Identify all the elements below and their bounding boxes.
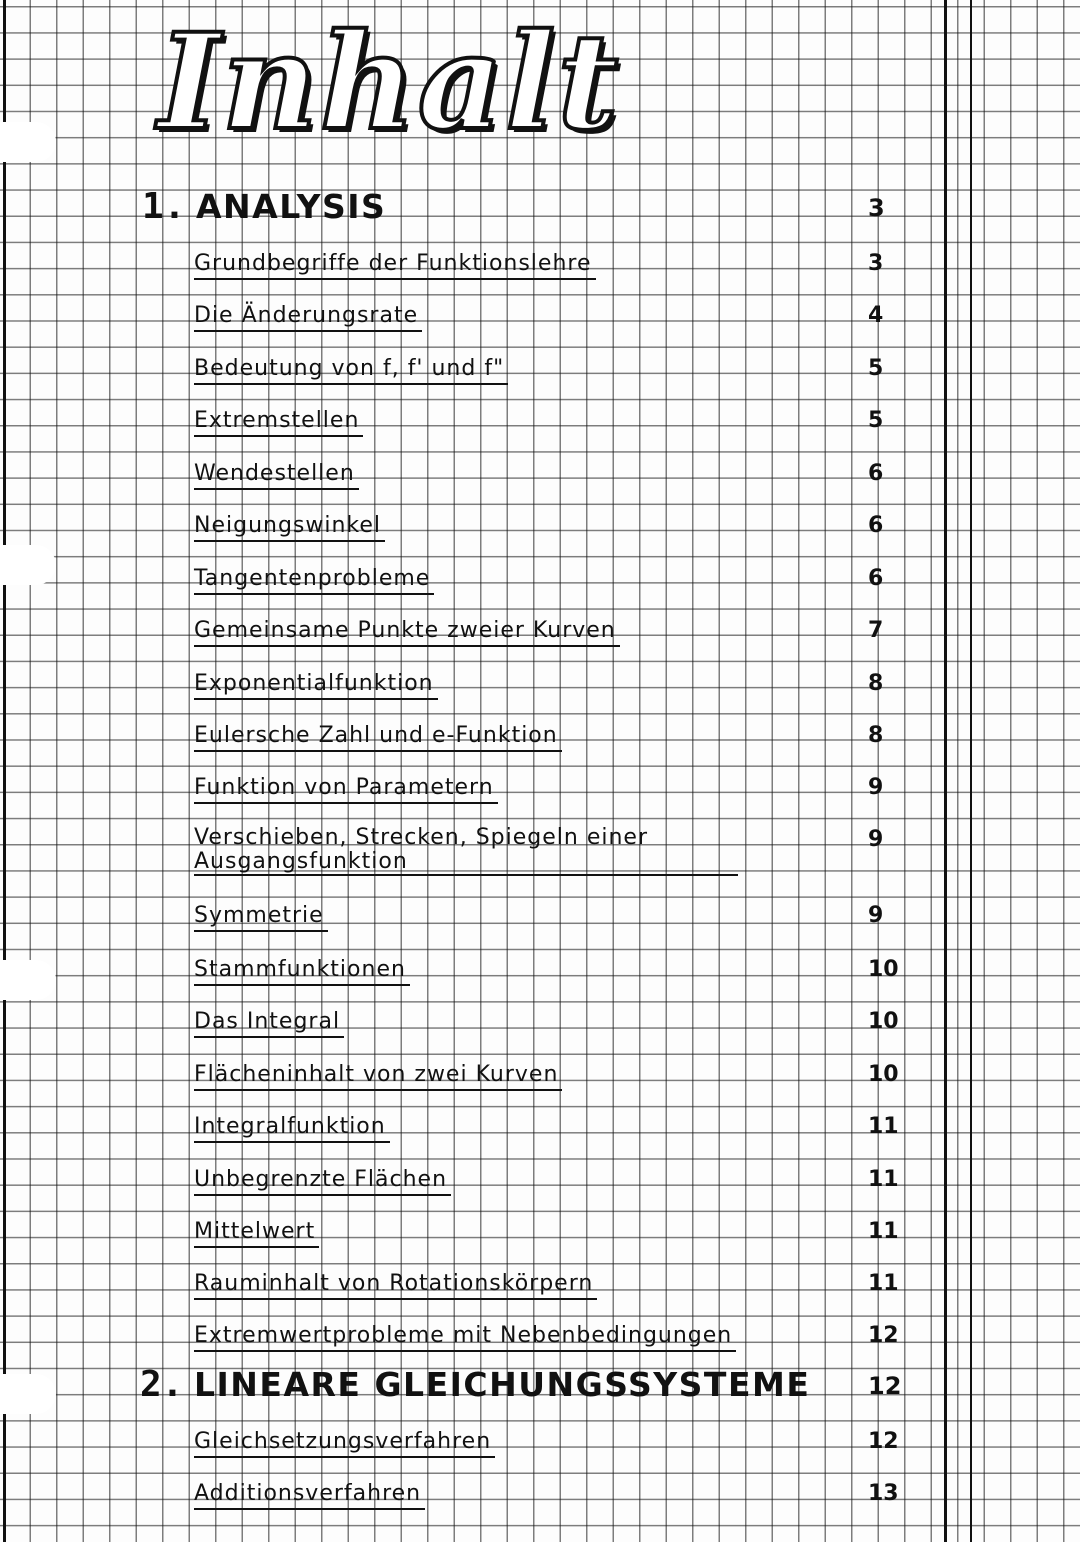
- toc-entry-page: 6: [868, 566, 884, 591]
- toc-entry-label: Gleichsetzungsverfahren: [194, 1428, 495, 1458]
- toc-entry-label: Verschieben, Strecken, Spiegeln einer Ausgangsfunktion: [194, 826, 738, 876]
- toc-entry-label: Grundbegriffe der Funktionslehre: [194, 250, 596, 280]
- toc-entry-label: Flächeninhalt von zwei Kurven: [194, 1061, 562, 1091]
- page-title: Inhalt: [158, 5, 621, 160]
- toc-entry-page: 11: [868, 1114, 899, 1139]
- toc-entry-page: 12: [868, 1323, 899, 1348]
- section-title: LINEARE GLEICHUNGSSYSTEME: [194, 1365, 811, 1404]
- toc-entry-page: 11: [868, 1219, 899, 1244]
- section-number: 2.: [140, 1364, 184, 1405]
- toc-entry-page: 5: [868, 356, 884, 381]
- toc-entry-page: 9: [868, 775, 884, 800]
- toc-entry-label: Gemeinsame Punkte zweier Kurven: [194, 617, 620, 647]
- toc-entry-page: 9: [868, 903, 884, 928]
- toc-entry-label: Neigungswinkel: [194, 512, 385, 542]
- toc-entry-page: 11: [868, 1167, 899, 1192]
- toc-entry-page: 6: [868, 513, 884, 538]
- toc-entry-label: Rauminhalt von Rotationskörpern: [194, 1270, 597, 1300]
- toc-entry-page: 5: [868, 408, 884, 433]
- toc-entry-page: 8: [868, 671, 884, 696]
- toc-entry-page: 10: [868, 957, 899, 982]
- toc-entry-page: 9: [868, 827, 884, 852]
- toc-entry-page: 13: [868, 1481, 899, 1506]
- toc-entry-label: Eulersche Zahl und e-Funktion: [194, 722, 562, 752]
- section-number: 1.: [142, 186, 186, 227]
- toc-entry-page: 10: [868, 1009, 899, 1034]
- section-page-number: 12: [868, 1372, 902, 1400]
- toc-entry-label: Wendestellen: [194, 460, 359, 490]
- section-page-number: 3: [868, 194, 885, 222]
- toc-entry-page: 11: [868, 1271, 899, 1296]
- toc-entry-page: 4: [868, 303, 884, 328]
- toc-entry-label: Die Änderungsrate: [194, 302, 422, 332]
- toc-entry-page: 7: [868, 618, 884, 643]
- toc-entry-label: Mittelwert: [194, 1218, 319, 1248]
- toc-entry-label: Das Integral: [194, 1008, 344, 1038]
- toc-entry-label: Funktion von Parametern: [194, 774, 498, 804]
- toc-entry-page: 10: [868, 1062, 899, 1087]
- toc-entry-label: Bedeutung von f, f' und f": [194, 355, 508, 385]
- toc-entry-label: Additionsverfahren: [194, 1480, 425, 1510]
- toc-entry-label: Integralfunktion: [194, 1113, 390, 1143]
- toc-entry-page: 12: [868, 1429, 899, 1454]
- toc-entry-label: Unbegrenzte Flächen: [194, 1166, 451, 1196]
- toc-entry-page: 8: [868, 723, 884, 748]
- toc-entry-label: Exponentialfunktion: [194, 670, 438, 700]
- toc-entry-page: 6: [868, 461, 884, 486]
- toc-entry-label: Extremstellen: [194, 407, 363, 437]
- toc-entry-page: 3: [868, 251, 884, 276]
- toc-entry-label: Extremwertprobleme mit Nebenbedingungen: [194, 1322, 736, 1352]
- toc-entry-label: Symmetrie: [194, 902, 328, 932]
- toc-entry-label: Tangentenprobleme: [194, 565, 434, 595]
- toc-entry-label: Stammfunktionen: [194, 956, 410, 986]
- section-title: ANALYSIS: [196, 187, 387, 226]
